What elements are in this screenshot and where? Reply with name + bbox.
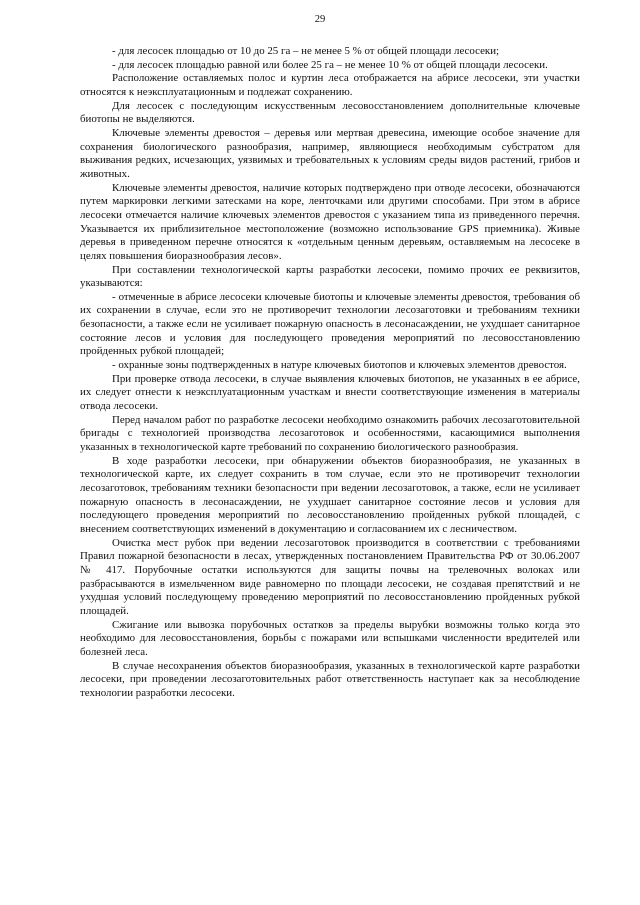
document-body [80, 45, 580, 701]
paragraph-4: Для лесосек с последующим искусственным лесовосстановлением дополнительные ключевые биотопы не выделяются. [80, 99, 580, 126]
paragraph-15: В случае несохранения объектов биоразнообразия, указанных в технологической карте разработки лесосеки, при проведении лесозаготовительных работ ответственность наступает как за несоблюдение технологии разработки лесосеки. [80, 659, 580, 699]
paragraph-1: - для лесосек площадью от 10 до 25 га – не менее 5 % от общей площади лесосеки; [112, 45, 500, 57]
paragraph-13: Очистка мест рубок при ведении лесозаготовок производится в соответствии с требованиями Правил пожарной безопасности в лесах, утвержденных постановлением Правительства РФ от 30.06.2007 № 417. Порубочные остатки используются для защиты почвы на трелевочных волоках или разбрасываются в измельченном виде равномерно по площади лесосеки, не создавая препятствий и не ухудшая условий последующему проведению мероприятий по лесовосстановлению пройденных рубкой площадей. [80, 536, 580, 617]
paragraph-14: Сжигание или вывозка порубочных остатков за пределы вырубки возможны только когда это необходимо для лесовосстановления, борьбы с пожарами или вспышками численности вредителей или болезней леса. [80, 618, 580, 658]
paragraph-8: - отмеченные в абрисе лесосеки ключевые биотопы и ключевые элементы древостоя, требования об их сохранении в случае, если это не противоречит технологии лесозаготовки и требованиям техники безопасности, а также если не усиливает пожарную опасность в лесонасаждении, не ухудшает санитарное состояние лесов и условия для последующего проведения мероприятий по лесовосстановлению пройденных рубкой площадей; [80, 290, 580, 358]
paragraph-9: - охранные зоны подтвержденных в натуре ключевых биотопов и ключевых элементов древостоя. [112, 359, 567, 372]
paragraph-10: При проверке отвода лесосеки, в случае выявления ключевых биотопов, не указанных в ее абрисе, их следует отнести к неэксплуатационным участкам и внести соответствующие изменения в материалы отвода лесосеки. [80, 372, 580, 413]
paragraph-7: При составлении технологической карты разработки лесосеки, помимо прочих ее реквизитов, указываются: [80, 263, 580, 290]
paragraph-2: - для лесосек площадью равной или более 25 га – не менее 10 % от общей площади лесосеки. [112, 58, 548, 71]
page-number: 29 [314, 14, 326, 25]
paragraph-11: Перед началом работ по разработке лесосеки необходимо ознакомить рабочих лесозаготовительной бригады с технологией производства лесозаготовок и особенностями, касающимися выполнения указанных в технологической карте требований по сохранению биологического разнообразия. [80, 413, 580, 454]
paragraph-6: Ключевые элементы древостоя, наличие которых подтверждено при отводе лесосеки, обозначаются путем маркировки легкими затесками на коре, ленточками или другими способами. При этом в абрисе лесосеки отмечается наличие ключевых элементов древостоя с указанием типа из приведенного перечня. Указывается их приблизительное местоположение (возможно использование GPS приемника). Живые деревья в приведенном перечне относятся к «отдельным ценным деревьям, оставляемым на лесосеке в целях повышения биоразнообразия лесов». [80, 181, 580, 262]
paragraph-5: Ключевые элементы древостоя – деревья или мертвая древесина, имеющие особое значение для сохранения биологического разнообразия, например, являющиеся необходимым субстратом для выживания редких, исчезающих, уязвимых и требовательных к условиям среды видов растений, грибов и животных. [80, 126, 580, 180]
paragraph-3: Расположение оставляемых полос и куртин леса отображается на абрисе лесосеки, эти участки относятся к неэксплуатационным и подлежат сохранению. [80, 72, 580, 98]
paragraph-12: В ходе разработки лесосеки, при обнаружении объектов биоразнообразия, не указанных в технологической карте, их следует сохранить в том случае, если это не противоречит технологии лесозаготовок, требованиям техники безопасности при ведении лесозаготовок, а также, если не усиливает пожарную опасность в лесонасаждении, не ухудшает санитарное состояние лесов и условия для последующего проведения мероприятий по лесовосстановлению пройденных рубкой площадей, с внесением соответствующих изменений в документацию и согласованием их с лесничеством. [80, 454, 580, 535]
